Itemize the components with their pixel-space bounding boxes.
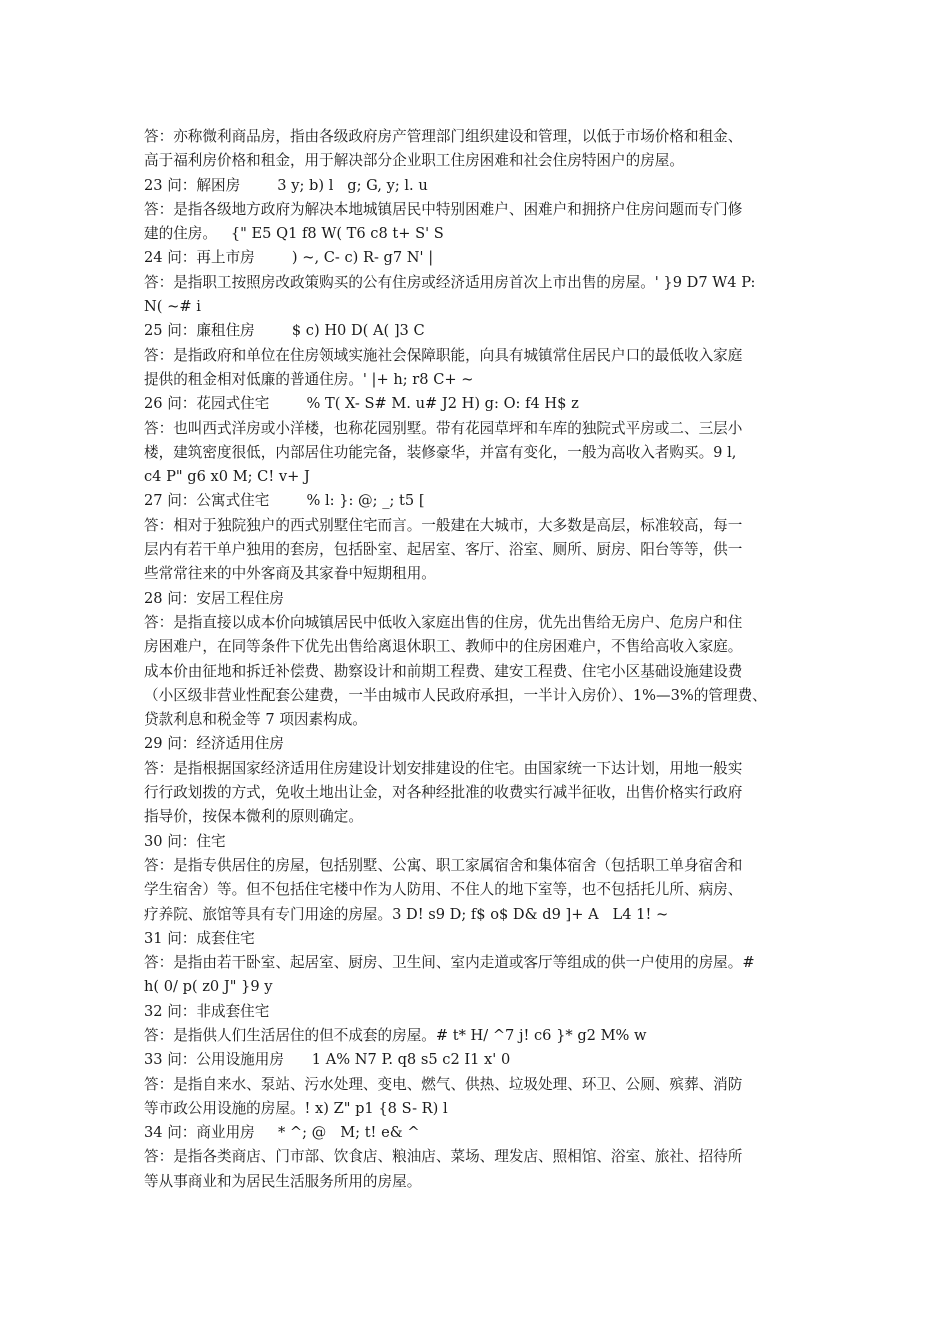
text-line: 行行政划拨的方式，免收土地出让金，对各种经批准的收费实行减半征收，出售价格实行政府 [144,784,743,802]
text-line: 楼，建筑密度很低，内部居住功能完备，装修豪华，并富有变化，一般为高收入者购买。9 l, [144,443,737,461]
text-line: c4 P" g6 x0 M; C! v+ J [144,468,310,486]
text-line: 学生宿舍）等。但不包括住宅楼中作为人防用、不住人的地下室等，也不包括托儿所、病房、 [144,881,743,899]
text-line: 指导价，按保本微利的原则确定。 [144,808,363,826]
text-line: 答：是指由若干卧室、起居室、厨房、卫生间、室内走道或客厅等组成的供一户使用的房屋。# [144,954,755,972]
text-line: 32 问：非成套住宅 [144,1002,270,1020]
text-line: 27 问：公寓式住宅 % l: }: @; _; t5 [ [144,492,425,510]
text-line: 33 问：公用设施用房 1 A% N7 P. q8 s5 c2 I1 x' 0 [144,1051,511,1069]
text-line: N( ~# i [144,298,201,316]
text-line: 答：是指政府和单位在住房领域实施社会保障职能，向具有城镇常住居民户口的最低收入家庭 [144,346,743,364]
text-line: 答：亦称微利商品房，指由各级政府房产管理部门组织建设和管理，以低于市场价格和租金、 [144,128,743,145]
text-line: 答：是指专供居住的房屋，包括别墅、公寓、职工家属宿舍和集体宿舍（包括职工单身宿舍和 [144,856,743,874]
text-line: 答：也叫西式洋房或小洋楼，也称花园别墅。带有花园草坪和车库的独院式平房或二、三层小 [144,419,743,437]
document-body [144,125,814,1194]
text-line: 答：是指各类商店、门市部、饮食店、粮油店、菜场、理发店、照相馆、浴室、旅社、招待所 [144,1148,743,1166]
text-line: 答：是指根据国家经济适用住房建设计划安排建设的住宅。由国家统一下达计划，用地一般实 [144,759,743,777]
text-line: 房困难户，在同等条件下优先出售给离退休职工、教师中的住房困难户，不售给高收入家庭。 [144,638,743,656]
text-line: 答：是指直接以成本价向城镇居民中低收入家庭出售的住房，优先出售给无房户、危房户和住 [144,613,743,631]
text-line: 等市政公用设施的房屋。! x) Z" p1 {8 S- R) l [144,1099,448,1117]
text-line: 答：是指各级地方政府为解决本地城镇居民中特别困难户、困难户和拥挤户住房问题而专门修 [144,200,743,218]
text-line: h( 0/ p( z0 J" }9 y [144,978,273,996]
text-line: 24 问：再上市房 ) ~, C- c) R- g7 N' | [144,249,434,267]
text-line: 25 问：廉租住房 $ c) H0 D( A( ]3 C [144,322,425,340]
text-line: 提供的租金相对低廉的普通住房。' |+ h; r8 C+ ~ [144,370,474,388]
text-line: 贷款利息和税金等 7 项因素构成。 [144,711,367,729]
text-line: （小区级非营业性配套公建费，一半由城市人民政府承担，一半计入房价）、1%—3%的管理费、 [144,686,767,704]
text-line: 疗养院、旅馆等具有专门用途的房屋。3 D! s9 D; f$ o$ D& d9 ]+ A L4 1! ~ [144,905,669,923]
text-line: 23 问：解困房 3 y; b) l g; G, y; l. u [144,176,428,194]
text-line: 层内有若干单户独用的套房，包括卧室、起居室、客厅、浴室、厕所、厨房、阳台等等，供一 [144,541,743,559]
text-line: 高于福利房价格和租金，用于解决部分企业职工住房困难和社会住房特困户的房屋。 [144,152,684,170]
text-line: 答：是指职工按照房改政策购买的公有住房或经济适用房首次上市出售的房屋。' }9 D7 W4 P: [144,273,756,291]
text-line: 30 问：住宅 [144,832,226,850]
text-line: 答：相对于独院独户的西式别墅住宅而言。一般建在大城市，大多数是高层，标准较高，每一 [144,516,743,534]
text-line: 些常常往来的中外客商及其家眷中短期租用。 [144,565,436,583]
text-line: 34 问：商业用房 * ^; @ M; t! e& ^ [144,1124,420,1142]
text-line: 29 问：经济适用住房 [144,735,284,753]
text-line: 答：是指自来水、泵站、污水处理、变电、燃气、供热、垃圾处理、环卫、公厕、殡葬、消防 [144,1075,743,1093]
text-line: 成本价由征地和拆迁补偿费、勘察设计和前期工程费、建安工程费、住宅小区基础设施建设费 [144,662,743,680]
text-line: 28 问：安居工程住房 [144,589,284,607]
text-line: 31 问：成套住宅 [144,929,255,947]
text-line: 建的住房。 {" E5 Q1 f8 W( T6 c8 t+ S' S [144,225,444,243]
text-line: 答：是指供人们生活居住的但不成套的房屋。# t* H/ ^7 j! c6 }* g2 M% w [144,1026,647,1044]
text-line: 等从事商业和为居民生活服务所用的房屋。 [144,1172,422,1190]
text-line: 26 问：花园式住宅 % T( X- S# M. u# J2 H) g: O: f4 H$ z [144,395,579,413]
